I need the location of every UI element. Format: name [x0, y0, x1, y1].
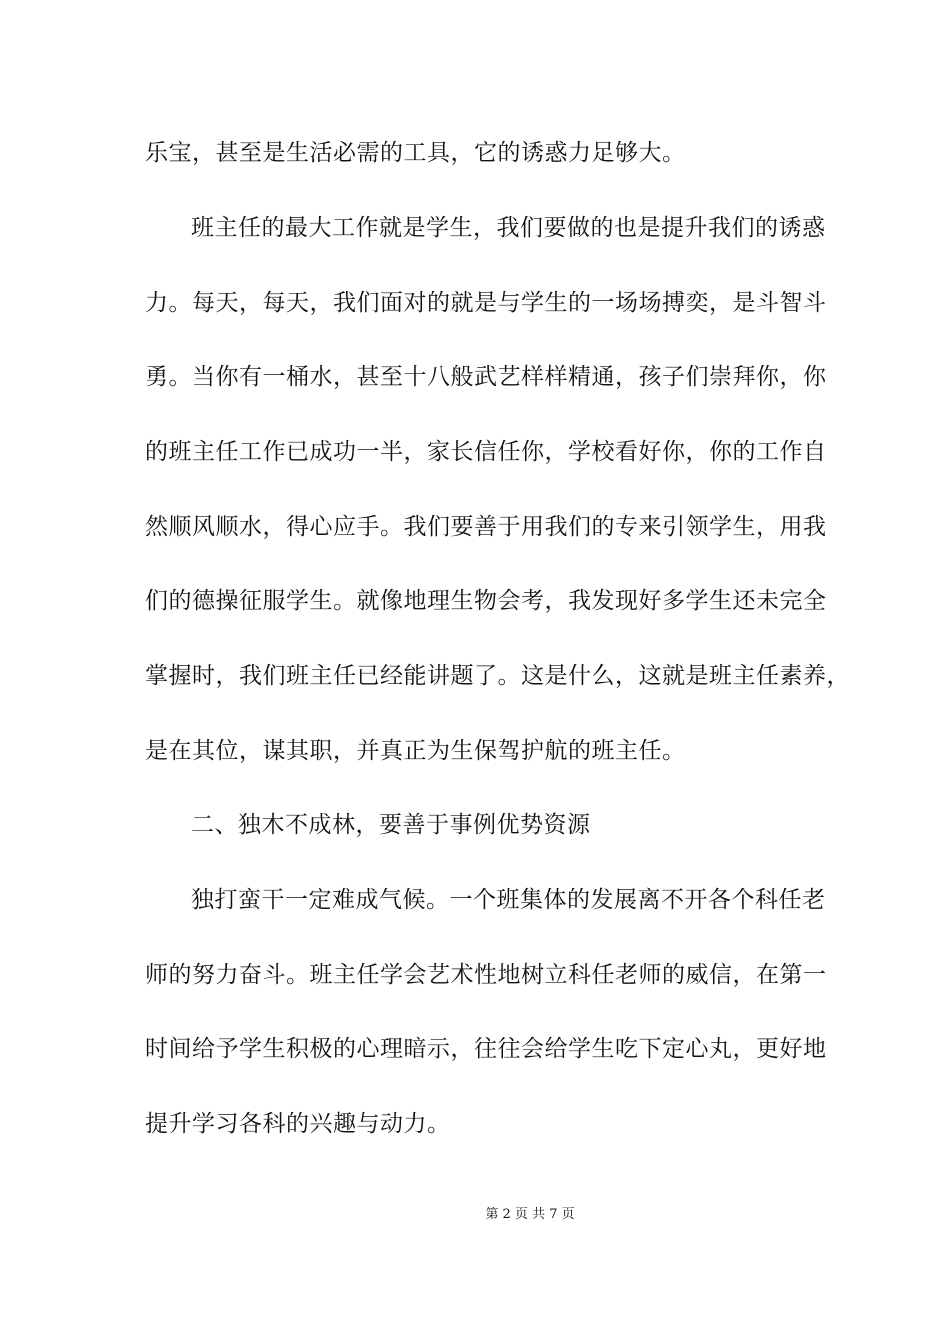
page-footer: 第 2 页 共 7 页: [485, 1207, 575, 1222]
text-line-7: 们的德操征服学生。就像地理生物会考，我发现好多学生还未完全: [145, 588, 827, 614]
text-line-6: 然顺风顺水，得心应手。我们要善于用我们的专来引领学生，用我: [145, 514, 827, 540]
text-line-1: 乐宝，甚至是生活必需的工具，它的诱惑力足够大。: [145, 140, 686, 166]
text-line-9: 是在其位，谋其职，并真正为生保驾护航的班主任。: [145, 738, 686, 764]
text-line-4: 勇。当你有一桶水，甚至十八般武艺样样精通，孩子们崇拜你，你: [145, 364, 827, 390]
section-heading: 二、独木不成林，要善于事例优势资源: [191, 812, 591, 838]
text-line-8: 掌握时，我们班主任已经能讲题了。这是什么，这就是班主任素养，: [145, 663, 850, 689]
text-line-14: 提升学习各科的兴趣与动力。: [145, 1111, 451, 1137]
text-line-13: 时间给予学生积极的心理暗示，往往会给学生吃下定心丸，更好地: [145, 1036, 827, 1062]
paragraph-start-line: 独打蛮干一定难成气候。一个班集体的发展离不开各个科任老: [191, 887, 826, 913]
text-line-5: 的班主任工作已成功一半，家长信任你，学校看好你，你的工作自: [145, 439, 827, 465]
text-line-3: 力。每天，每天，我们面对的就是与学生的一场场搏奕，是斗智斗: [145, 290, 827, 316]
paragraph-start-line: 班主任的最大工作就是学生，我们要做的也是提升我们的诱惑: [191, 215, 826, 241]
text-line-12: 师的努力奋斗。班主任学会艺术性地树立科任老师的威信，在第一: [145, 962, 827, 988]
